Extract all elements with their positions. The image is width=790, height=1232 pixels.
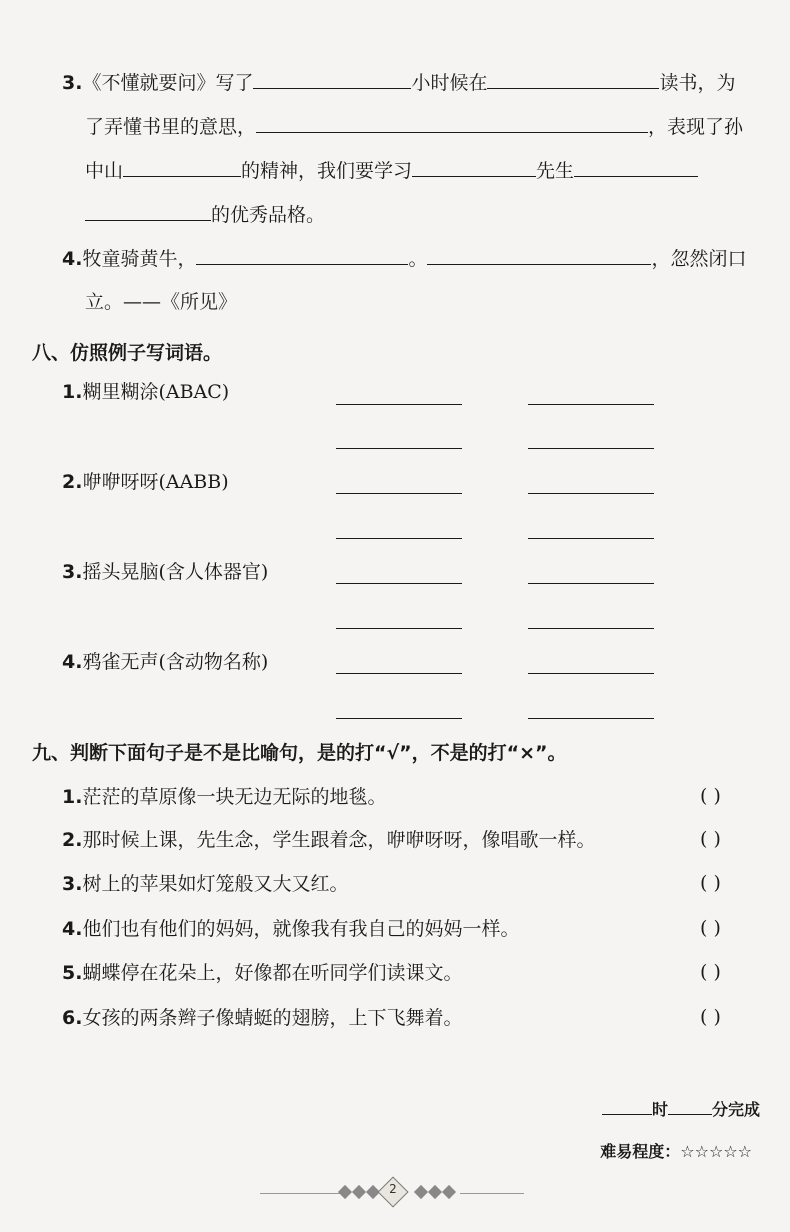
q7-item4-text-c: ，忽然闭口 (651, 248, 747, 270)
diamond-icon (338, 1185, 352, 1199)
q9-item-6 (62, 1006, 462, 1030)
q8-item-1 (62, 380, 229, 404)
q9-item-1 (62, 785, 386, 809)
minute-blank[interactable] (668, 1100, 712, 1115)
q7-item3-text-g: 的精神，我们要学习 (241, 160, 413, 182)
q7-item3-text-i: 的优秀品格。 (211, 204, 326, 226)
answer-line[interactable] (528, 583, 654, 584)
answer-line[interactable] (528, 448, 654, 449)
answer-blank[interactable] (85, 202, 211, 221)
q9-item-number: 5. (62, 962, 83, 984)
answer-line[interactable] (336, 583, 462, 584)
answer-line[interactable] (528, 673, 654, 674)
q7-item4-line2 (85, 290, 237, 314)
q7-item3-text-a: 《不懂就要问》写了 (82, 72, 254, 94)
q7-item4-text-b: 。 (408, 248, 428, 270)
hour-label: 时 (651, 1100, 668, 1119)
q8-item-number: 4. (62, 651, 83, 673)
q8-item-4 (62, 650, 268, 674)
answer-line[interactable] (336, 404, 462, 405)
answer-line[interactable] (336, 493, 462, 494)
page-number-ornament (260, 1180, 524, 1206)
q9-item-number: 3. (62, 873, 83, 895)
q7-item3-line2 (85, 114, 743, 139)
answer-line[interactable] (336, 538, 462, 539)
q7-item3-text-c: 读书，为 (659, 72, 736, 94)
q9-heading: 九、判断下面句子是不是比喻句，是的打“√”，不是的打“×”。 (32, 742, 567, 764)
diamond-icon (442, 1185, 456, 1199)
answer-line[interactable] (528, 628, 654, 629)
answer-blank[interactable] (253, 70, 411, 89)
answer-line[interactable] (336, 628, 462, 629)
q9-item-text: 女孩的两条辫子像蜻蜓的翅膀，上下飞舞着。 (82, 1007, 463, 1029)
answer-parentheses[interactable]: ( ) (700, 785, 721, 807)
answer-line[interactable] (336, 448, 462, 449)
q9-item-number: 6. (62, 1007, 83, 1029)
q9-item-number: 2. (62, 829, 83, 851)
q7-item4-text-d: 立。——《所见》 (85, 291, 238, 313)
q8-item-number: 1. (62, 381, 83, 403)
answer-blank[interactable] (427, 246, 651, 265)
diamond-icon (428, 1185, 442, 1199)
answer-blank[interactable] (256, 114, 648, 133)
q7-item3-line4 (85, 202, 325, 227)
q9-item-text: 树上的苹果如灯笼般又大又红。 (82, 873, 349, 895)
completion-time (602, 1097, 760, 1120)
answer-blank[interactable] (412, 158, 536, 177)
answer-parentheses[interactable]: ( ) (700, 1006, 721, 1028)
q7-item3-text-d: 了弄懂书里的意思， (85, 116, 257, 138)
q8-item-2 (62, 470, 229, 494)
q7-item4-number: 4. (62, 248, 83, 270)
answer-line[interactable] (528, 404, 654, 405)
answer-line[interactable] (528, 718, 654, 719)
q9-item-text: 蝴蝶停在花朵上，好像都在听同学们读课文。 (82, 962, 463, 984)
ornament-rule-right (460, 1193, 524, 1194)
q7-item3-text-b: 小时候在 (411, 72, 488, 94)
q8-item-text: 糊里糊涂(ABAC) (82, 381, 230, 403)
q8-item-text: 鸦雀无声(含动物名称) (82, 651, 269, 673)
q7-item3-number: 3. (62, 72, 83, 94)
q9-item-text: 茫茫的草原像一块无边无际的地毯。 (82, 786, 387, 808)
diamond-icon (414, 1185, 428, 1199)
star-icons[interactable]: ☆☆☆☆☆ (680, 1142, 752, 1161)
q7-item3-line3 (85, 158, 698, 183)
answer-blank[interactable] (487, 70, 659, 89)
q8-item-text: 摇头晃脑(含人体器官) (82, 561, 269, 583)
q8-item-text: 咿咿呀呀(AABB) (82, 471, 229, 493)
answer-parentheses[interactable]: ( ) (700, 872, 721, 894)
ornament-rule-left (260, 1193, 340, 1194)
q9-item-3 (62, 872, 348, 896)
answer-blank[interactable] (123, 158, 241, 177)
diamond-icon (352, 1185, 366, 1199)
q9-item-2 (62, 828, 595, 852)
answer-line[interactable] (336, 718, 462, 719)
q7-item3-text-f: 中山 (85, 160, 124, 182)
q9-item-text: 那时候上课，先生念，学生跟着念，咿咿呀呀，像唱歌一样。 (82, 829, 596, 851)
page-number: 2 (389, 1182, 397, 1196)
answer-parentheses[interactable]: ( ) (700, 828, 721, 850)
answer-line[interactable] (528, 538, 654, 539)
q7-item4-line1 (62, 246, 747, 271)
answer-blank[interactable] (574, 158, 698, 177)
difficulty-label: 难易程度： (600, 1142, 681, 1161)
q9-item-5 (62, 961, 462, 985)
q8-item-number: 3. (62, 561, 83, 583)
q9-item-number: 1. (62, 786, 83, 808)
q9-item-number: 4. (62, 918, 83, 940)
q7-item3-text-e: ，表现了孙 (648, 116, 744, 138)
q7-item3-text-h: 先生 (536, 160, 575, 182)
q9-item-text: 他们也有他们的妈妈，就像我有我自己的妈妈一样。 (82, 918, 520, 940)
difficulty-rating (600, 1139, 752, 1162)
q9-item-4 (62, 917, 519, 941)
q7-item4-text-a: 牧童骑黄牛， (82, 248, 197, 270)
hour-blank[interactable] (602, 1100, 652, 1115)
answer-line[interactable] (336, 673, 462, 674)
q8-heading: 八、仿照例子写词语。 (32, 342, 223, 364)
minute-label: 分完成 (711, 1100, 760, 1119)
q7-item3-line1 (62, 70, 736, 95)
answer-parentheses[interactable]: ( ) (700, 961, 721, 983)
answer-parentheses[interactable]: ( ) (700, 917, 721, 939)
answer-line[interactable] (528, 493, 654, 494)
answer-blank[interactable] (196, 246, 408, 265)
q8-item-number: 2. (62, 471, 83, 493)
q8-item-3 (62, 560, 268, 584)
